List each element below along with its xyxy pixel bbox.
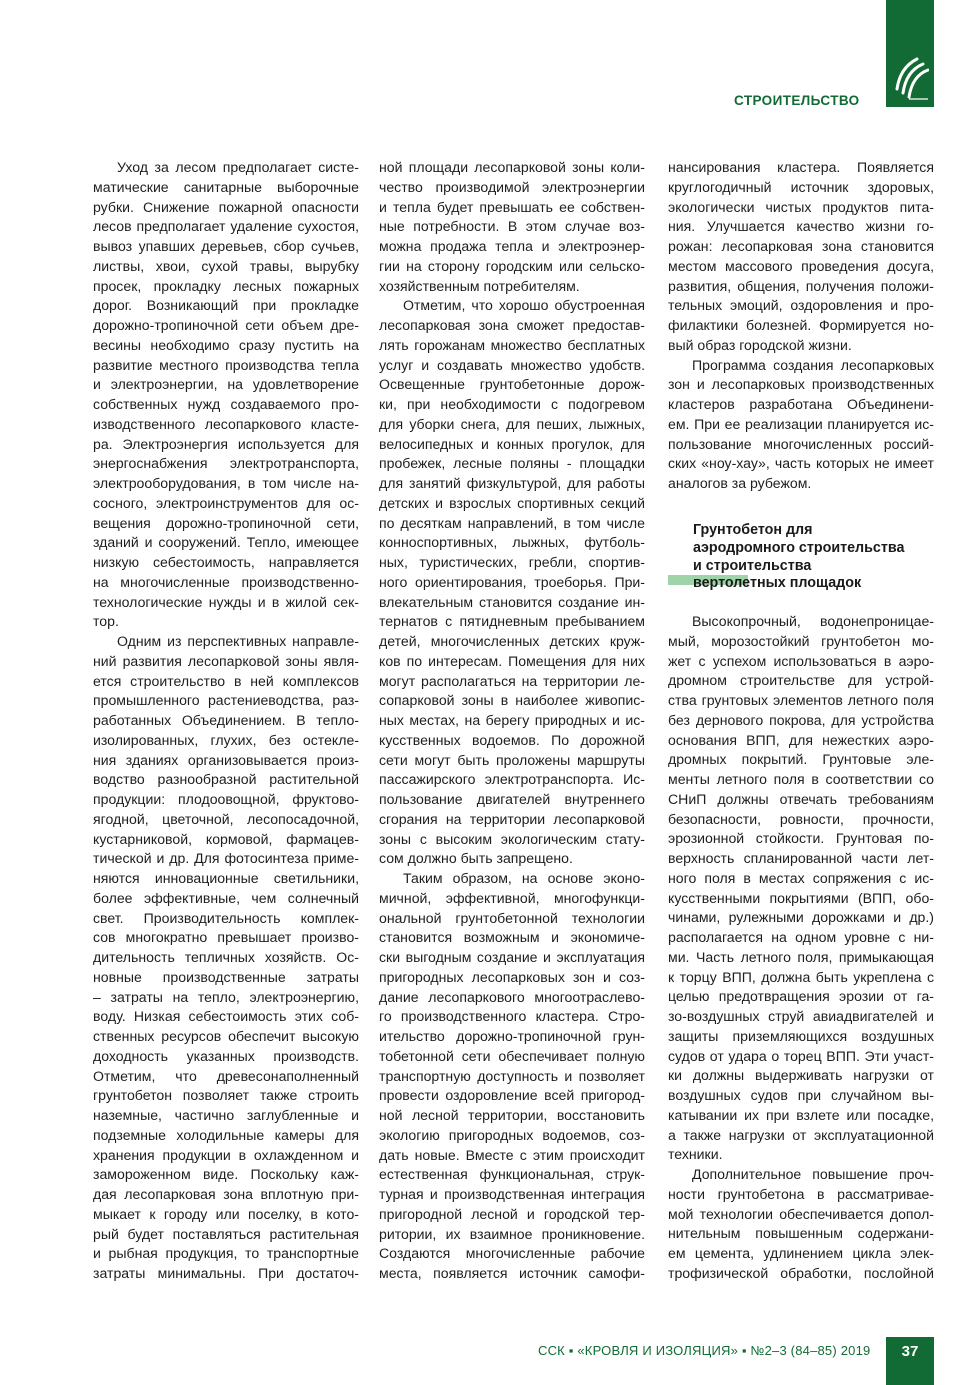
- text-line: более эффективные, чем солнечный: [93, 889, 359, 906]
- text-line: ных, туристических, гребли, спортив-: [379, 554, 645, 570]
- text-line: для уборки снега, для пеших, лыжных,: [379, 415, 645, 432]
- text-line: чинами, рулежными дорожками и др.): [668, 909, 934, 926]
- text-line: го производственного кластера. Стро-: [379, 1008, 645, 1025]
- text-line: мый, морозостойкий грунтобетон мо-: [668, 632, 934, 649]
- text-line: техники.: [668, 1146, 723, 1163]
- subheading-line: вертолетных площадок: [693, 575, 862, 592]
- text-line: дромных покрытий. Грунтовые эле-: [668, 751, 934, 768]
- text-line: защиты приземляющихся воздушных: [668, 1027, 934, 1044]
- text-line: тобетонной сети обеспечивает полную: [379, 1047, 645, 1064]
- text-line: жет с успехом использоваться в аэро-: [668, 652, 934, 669]
- text-line: технологические нужды и в жилой сек-: [93, 593, 359, 610]
- text-line: можна продажа тепла и электроэнер-: [379, 238, 645, 254]
- text-line: ний развития лесопарковой зоны явля-: [93, 652, 359, 669]
- text-line: сопарковой зоны в наиболее живопис-: [379, 692, 645, 709]
- text-line: ритории, их взаимное проникновение.: [379, 1225, 645, 1242]
- publication-footer: ССК ▪ «КРОВЛЯ И ИЗОЛЯЦИЯ» ▪ №2–3 (84–85) 2019: [538, 1343, 871, 1358]
- text-line: электрооборудования, в том числе на-: [93, 475, 359, 491]
- text-line: верхность спланированной части лет-: [668, 850, 934, 866]
- text-line: воду. Низкая себестоимость этих соб-: [93, 1008, 359, 1025]
- subheading-line: и строительства: [693, 557, 812, 574]
- text-line: безопасности, ровности, прочности,: [668, 810, 934, 827]
- text-line: пробежек, лесные поляны - площадки: [379, 455, 645, 472]
- text-line: ных местах, на берегу природных и ис-: [379, 712, 645, 728]
- text-column-2: [379, 158, 645, 1284]
- text-line: работанных Объединением. В тепло-: [93, 712, 359, 728]
- text-line: мыкает к городу или поселку, в кото-: [93, 1205, 359, 1222]
- text-line: зоны с высоким экологическим стату-: [379, 830, 645, 847]
- text-line: Программа создания лесопарковых: [692, 356, 934, 373]
- text-line: естественная функциональная, струк-: [379, 1166, 645, 1183]
- text-line: энергоснабжения электротранспорта,: [93, 455, 359, 472]
- text-line: Освещенные грунтобетонные дорож-: [379, 376, 645, 393]
- text-line: сосного, электроинструментов для ос-: [93, 494, 359, 511]
- text-line: весины необходимо сразу пустить на: [93, 336, 359, 353]
- page-number: 37: [901, 1343, 919, 1360]
- text-line: влекательным становится создание ин-: [379, 593, 645, 610]
- text-line: чество производимой электроэнергии: [379, 178, 645, 195]
- text-line: зо-воздушных струй авиадвигателей и: [668, 1008, 934, 1024]
- text-line: ные потребности. В этом случае воз-: [379, 218, 645, 235]
- text-line: рый будет поставляться растительная: [93, 1225, 359, 1242]
- text-line: хранения продукции в охлажденном и: [93, 1146, 359, 1163]
- text-line: просек, прокладку лесных пожарных: [93, 277, 359, 294]
- text-line: Отметим, что хорошо обустроенная: [403, 297, 645, 314]
- text-line: дая лесопарковая зона вплотную при-: [93, 1186, 359, 1202]
- text-line: детей, многочисленных детских круж-: [379, 633, 645, 649]
- text-line: местом массового проведения досуга,: [668, 257, 934, 274]
- text-line: няются инновационные светильники,: [93, 870, 359, 886]
- text-line: ем. При ее реализации планируется ис-: [668, 415, 934, 432]
- text-line: матические санитарные выборочные: [93, 178, 359, 195]
- text-line: сом должно быть запрещено.: [379, 850, 573, 867]
- text-line: дать новые. Вместе с этим происходит: [379, 1146, 645, 1163]
- text-line: грунтобетон позволяет также строить: [93, 1087, 359, 1104]
- text-column-1: [93, 158, 359, 1284]
- text-line: ских «ноу-хау», часть которых не имеет: [668, 455, 934, 472]
- text-line: по десяткам направлений, в том числе: [379, 514, 645, 531]
- text-line: развития, общения, получения положи-: [668, 277, 934, 294]
- text-line: изводственного лесопаркового класте-: [93, 415, 359, 432]
- text-line: водство разнообразной растительной: [93, 771, 359, 788]
- text-line: турная и производственная интеграция: [379, 1186, 645, 1202]
- text-line: замороженном виде. Поскольку каж-: [93, 1166, 359, 1183]
- text-line: судов от удара о торец ВПП. Эти участ-: [668, 1047, 934, 1064]
- text-line: мой технологии обеспечивается допол-: [668, 1205, 934, 1222]
- text-line: зданий и сооружений. Тепло, имеющее: [93, 534, 359, 551]
- text-line: экологию пригородных водоемов, соз-: [379, 1126, 645, 1143]
- text-line: ственных ресурсов обеспечит высокую: [93, 1028, 359, 1044]
- text-line: затраты минимальны. При достаточ-: [93, 1265, 359, 1281]
- text-line: ной лесной территории, восстановить: [379, 1107, 645, 1123]
- text-line: круглогодичный источник здоровых,: [668, 178, 934, 195]
- subheading-line: Грунтобетон для: [693, 522, 813, 538]
- text-line: ки, при необходимости с подогревом: [379, 396, 645, 412]
- text-line: лесов предполагает удаление сухостоя,: [93, 218, 359, 235]
- text-line: трофизической обработки, послойной: [668, 1264, 934, 1281]
- text-line: сети могут быть проложены маршруты: [379, 751, 645, 768]
- text-line: вывоз упавших деревьев, сбор сучьев,: [93, 238, 359, 254]
- text-line: провести оздоровление всей пригород-: [379, 1087, 645, 1104]
- text-line: подземные холодильные камеры для: [93, 1126, 359, 1143]
- text-line: лесопарковая зона сможет предостав-: [379, 317, 645, 333]
- text-line: основания ВПП, для нежестких аэро-: [668, 731, 934, 748]
- text-line: Дополнительное повышение проч-: [692, 1166, 934, 1182]
- text-line: ительство дорожно-тропиночной грун-: [379, 1028, 645, 1044]
- text-line: дание лесопаркового многоотраслево-: [379, 988, 645, 1005]
- text-line: а также нагрузки от эксплуатационной: [668, 1126, 934, 1143]
- text-line: продукции: плодоовощной, фруктово-: [93, 791, 359, 807]
- text-line: нительным повышенным содержани-: [668, 1225, 934, 1242]
- text-line: ется строительство в ней комплексов: [93, 672, 359, 689]
- text-line: воздушных судов при случайном вы-: [668, 1087, 934, 1103]
- text-line: доходность указанных производств.: [93, 1047, 359, 1064]
- text-line: рубки. Снижение пожарной опасности: [93, 198, 359, 215]
- text-line: пригородной лесной и городской тер-: [379, 1205, 645, 1222]
- text-line: и тепла будет превышать ее собствен-: [379, 198, 645, 215]
- text-line: лять горожанам множество бесплатных: [379, 336, 645, 353]
- text-line: ми. Часть летного поля, примыкающая: [668, 948, 934, 965]
- text-line: нансирования кластера. Появляется: [668, 159, 934, 175]
- text-line: и электроэнергии, на удовлетворение: [93, 376, 359, 393]
- subheading: [693, 522, 953, 593]
- text-line: вещения дорожно-тропиночной сети,: [93, 514, 359, 531]
- text-line: аналогов за рубежом.: [668, 475, 812, 491]
- text-line: пользование двигателей внутреннего: [379, 791, 645, 807]
- text-line: дительность тепличных хозяйств. Ос-: [93, 949, 359, 965]
- text-line: тор.: [93, 613, 119, 630]
- text-line: промышленного растениеводства, раз-: [93, 692, 359, 709]
- text-line: новные производственные затраты: [93, 968, 359, 985]
- text-line: Уход за лесом предполагает систе-: [117, 159, 359, 175]
- text-line: кустарниковой, кормовой, фармацев-: [93, 830, 359, 847]
- text-line: дорожно-тропиночной сети объем дре-: [93, 317, 359, 333]
- text-line: велосипедных и конных прогулок, для: [379, 435, 645, 452]
- text-line: ягодной, цветочной, лесопосадочной,: [93, 810, 359, 827]
- text-line: ного ориентирования, троеборья. При-: [379, 573, 645, 590]
- text-line: развитие местного производства тепла: [93, 356, 359, 373]
- text-line: вый образ городской жизни.: [668, 336, 852, 353]
- text-line: экологически чистых продуктов пита-: [668, 198, 934, 215]
- text-line: кластеров разработана Объединени-: [668, 396, 934, 412]
- text-line: Отметим, что древесонаполненный: [93, 1067, 359, 1084]
- text-line: становится возможным и экономиче-: [379, 929, 645, 946]
- text-line: Высокопрочный, водонепроницае-: [692, 613, 934, 629]
- text-line: располагается на одном уровне с ни-: [668, 929, 934, 945]
- text-line: могут располагаться на территории ле-: [379, 672, 645, 689]
- text-line: ния. Улучшается качество жизни го-: [668, 218, 934, 235]
- text-line: ства грунтовых элементов летного поля: [668, 692, 934, 708]
- text-line: низкую себестоимость, направляется: [93, 554, 359, 570]
- text-line: изолированных, глухих, без остекле-: [93, 731, 359, 748]
- text-line: Одним из перспективных направле-: [117, 633, 359, 649]
- text-line: свет. Производительность комплек-: [93, 909, 359, 926]
- text-line: детских и взрослых спортивных секций: [379, 494, 645, 511]
- text-line: дорог. Возникающий при прокладке: [93, 297, 359, 314]
- text-line: рожан: лесопарковая зона становится: [668, 238, 934, 254]
- text-line: и рыбная продукция, то транспортные: [93, 1245, 359, 1262]
- text-line: СНиП должны отвечать требованиям: [668, 790, 934, 807]
- text-line: тельных эмоций, оздоровления и про-: [668, 297, 934, 314]
- text-line: к торцу ВПП, должна быть укреплена с: [668, 968, 934, 985]
- text-line: наземные, частично заглубленные и: [93, 1107, 359, 1123]
- text-line: зон и лесопарковых производственных: [668, 376, 934, 393]
- text-line: тернатов с пятидневным пребыванием: [379, 613, 645, 630]
- text-line: ной площади лесопарковой зоны коли-: [379, 159, 645, 175]
- text-line: услуг и создавать множество удобств.: [379, 356, 645, 373]
- text-line: ем цемента, удлинением цикла элек-: [668, 1245, 934, 1261]
- text-column-3: [668, 158, 934, 494]
- text-line: пригородных лесопарковых зон и соз-: [379, 968, 645, 985]
- text-line: места, появляется источник самофи-: [379, 1265, 645, 1281]
- text-line: транспортную доступность и позволяет: [379, 1067, 645, 1084]
- text-line: филактики болезней. Формируется но-: [668, 317, 934, 333]
- text-line: ности грунтобетона в рассматривае-: [668, 1185, 934, 1202]
- text-line: хозяйственным потребителям.: [379, 277, 580, 294]
- text-line: катывании их при взлете или посадке,: [668, 1106, 934, 1123]
- subheading-line: аэродромного строительства: [693, 539, 905, 556]
- text-line: без дернового покрова, для устройства: [668, 711, 934, 728]
- leaf-arcs-logo-icon: [893, 55, 929, 101]
- text-line: для занятий физкультурой, для работы: [379, 475, 645, 491]
- text-column-3-continued: [668, 612, 934, 1284]
- text-line: тической и др. Для фотосинтеза приме-: [93, 850, 359, 867]
- text-line: ния зданиях организовывается произ-: [93, 751, 359, 768]
- text-line: эрозионной стойкости. Грунтовая по-: [668, 830, 934, 847]
- text-line: дромном строительстве для устрой-: [668, 672, 934, 689]
- text-line: ки должны выдерживать нагрузки от: [668, 1067, 934, 1084]
- text-line: пассажирского электротранспорта. Ис-: [379, 771, 645, 788]
- text-line: менты летного поля в соответствии со: [668, 771, 934, 787]
- text-line: кусственными покрытиями (ВПП, обо-: [668, 889, 934, 906]
- text-line: на многочисленные производственно-: [93, 573, 359, 590]
- text-line: ра. Электроэнергия используется для: [93, 435, 359, 452]
- text-line: гии на сторону городским или сельско-: [379, 257, 645, 274]
- text-line: кусственных водоемов. По дорожной: [379, 731, 645, 748]
- text-line: целью предотвращения эрозии от га-: [668, 988, 934, 1005]
- text-line: мичной, эффективной, многофункци-: [379, 889, 645, 906]
- text-line: конноспортивных, лыжных, футболь-: [379, 534, 645, 551]
- text-line: сгорания на территории лесопарковой: [379, 810, 645, 827]
- text-line: пользование многочисленных россий-: [668, 435, 934, 452]
- text-line: листвы, хвои, сухой травы, вырубку: [93, 257, 359, 274]
- text-line: ски выгодным создание и эксплуатация: [379, 949, 645, 965]
- text-line: Таким образом, на основе эконо-: [403, 870, 645, 886]
- text-line: – затраты на тепло, электроэнергию,: [93, 988, 359, 1005]
- page-number-box: [886, 1337, 934, 1385]
- text-line: сов многократно превышает произво-: [93, 929, 359, 946]
- text-line: собственных нужд создаваемого про-: [93, 396, 359, 412]
- text-line: ного поля в местах сопряжения с ис-: [668, 869, 934, 886]
- section-label: СТРОИТЕЛЬСТВО: [734, 93, 860, 108]
- text-line: Создаются многочисленные рабочие: [379, 1245, 645, 1262]
- text-line: ков по интересам. Помещения для них: [379, 652, 645, 669]
- text-line: ональной грунтобетонной технологии: [379, 909, 645, 926]
